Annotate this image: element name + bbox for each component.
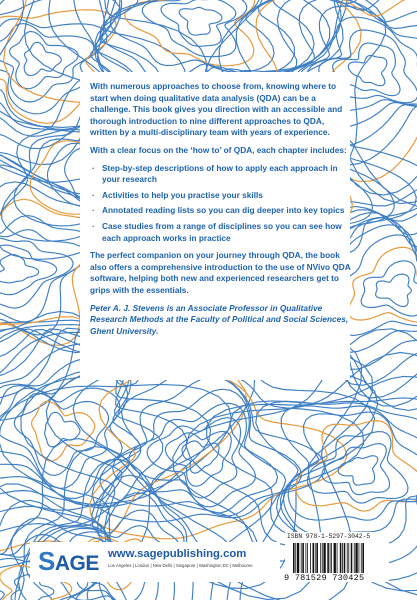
feature-item bbox=[90, 163, 352, 186]
barcode-bar bbox=[354, 543, 355, 573]
feature-text: Step-by-step descriptions of how to apply each approach in your research bbox=[102, 162, 338, 185]
publisher-url: www.sagepublishing.com bbox=[108, 548, 247, 560]
contour-line bbox=[0, 238, 73, 308]
bullet-icon: · bbox=[92, 162, 95, 173]
contour-line bbox=[338, 456, 378, 485]
barcode-bar bbox=[359, 543, 360, 573]
author-bio: Peter A. J. Stevens is an Associate Professor in Qualitative Research Methods at the Faculty of Political and Social Sciences, Ghent University. bbox=[90, 302, 349, 336]
publisher-cities: Los Angeles | London | New Delhi | Singapore | Washington DC | Melbourne bbox=[108, 563, 253, 568]
barcode-bar bbox=[331, 543, 332, 573]
barcode-bar bbox=[330, 543, 331, 573]
barcode-bar bbox=[315, 543, 316, 573]
barcode-bar bbox=[351, 543, 353, 573]
barcode-icon bbox=[292, 543, 384, 573]
contour-line bbox=[179, 7, 222, 35]
contour-line bbox=[322, 444, 390, 495]
barcode-bar bbox=[327, 543, 329, 573]
back-cover-blurb bbox=[90, 81, 352, 343]
contour-line bbox=[348, 247, 417, 322]
barcode-bar bbox=[320, 543, 321, 573]
barcode-bar bbox=[337, 543, 338, 573]
feature-item bbox=[90, 205, 352, 217]
sage-logo-initial: S bbox=[38, 546, 55, 576]
contour-line bbox=[376, 274, 412, 306]
barcode-bar bbox=[323, 543, 325, 573]
barcode-bar bbox=[293, 543, 295, 573]
sage-logo bbox=[38, 546, 99, 577]
barcode-bar bbox=[342, 543, 343, 573]
features-lead: With a clear focus on the ‘how to’ of QDA, each chapter includes: bbox=[90, 144, 347, 155]
barcode-bar bbox=[361, 543, 362, 573]
barcode-bar bbox=[297, 543, 299, 573]
intro-paragraph: With numerous approaches to choose from, knowing where to start when doing qualitative data analysis (QDA) can be a challenge. This book gives you direction with an accessible and thorough introduction to nine different approaches to QDA, written by a multi-disciplinary team with years of experience. bbox=[90, 81, 343, 138]
contour-line bbox=[10, 32, 79, 89]
barcode-bar bbox=[334, 543, 336, 573]
contour-line bbox=[32, 401, 95, 461]
contour-line bbox=[361, 261, 417, 316]
feature-text: Annotated reading lists so you can dig deeper into key topics bbox=[102, 205, 345, 216]
feature-text: Case studies from a range of disciplines so you can see how each approach works in practice bbox=[102, 220, 342, 243]
sage-logo-text: AGE bbox=[54, 552, 99, 575]
bullet-icon: · bbox=[92, 205, 95, 216]
barcode-bar bbox=[348, 543, 349, 573]
features-list bbox=[90, 163, 352, 245]
contour-line bbox=[14, 393, 108, 475]
barcode-bar bbox=[301, 543, 302, 573]
barcode-bar bbox=[310, 543, 311, 573]
barcode-bar bbox=[313, 543, 315, 573]
barcode-bar bbox=[307, 543, 308, 573]
barcode-bar bbox=[347, 543, 348, 573]
barcode-bar bbox=[316, 543, 318, 573]
barcode-bar bbox=[302, 543, 304, 573]
bullet-icon: · bbox=[92, 189, 95, 200]
barcode-bar bbox=[344, 543, 346, 573]
barcode-digits: 9 781529 730425 bbox=[284, 573, 365, 583]
barcode-bar bbox=[295, 543, 296, 573]
barcode-bar bbox=[305, 543, 306, 573]
feature-item bbox=[90, 190, 352, 202]
closing-paragraph: The perfect companion on your journey through QDA, the book also offers a comprehensive introduction to the use of NVivo QDA software, helping both new and experienced researchers get to grips with the essentials. bbox=[90, 250, 351, 295]
barcode-bar bbox=[322, 543, 323, 573]
feature-text: Activities to help you practise your skills bbox=[102, 189, 263, 200]
barcode-bar bbox=[340, 543, 342, 573]
barcode-bar bbox=[355, 543, 357, 573]
feature-item bbox=[90, 221, 352, 244]
bullet-icon: · bbox=[92, 220, 95, 231]
barcode-bar bbox=[362, 543, 364, 573]
isbn-label: ISBN 978-1-5297-3042-5 bbox=[287, 533, 371, 540]
